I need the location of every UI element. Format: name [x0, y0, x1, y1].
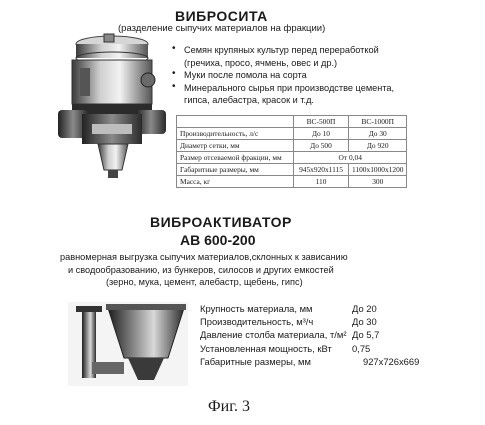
- table-row: [177, 164, 407, 176]
- bullet-item: • Минерального сырья при производстве цемента,: [172, 82, 394, 95]
- vibrosita-subtitle: (разделение сыпучих материалов на фракции): [118, 23, 326, 34]
- activator-description: [60, 251, 348, 289]
- spec-value: До 30: [352, 316, 377, 328]
- spec-value: До 20: [352, 303, 377, 314]
- description-line: (зерно, мука, цемент, алебастр, щебень, гипс): [106, 277, 303, 287]
- activator-title: ВИБРОАКТИВАТОР: [150, 214, 292, 230]
- vibrosita-bullet-list: [172, 44, 394, 107]
- table-cell: Производительность, л/с: [177, 128, 294, 140]
- description-line: и сводообразованию, из бункеров, силосов и других емкостей: [68, 264, 334, 275]
- table-cell: До 920: [349, 140, 407, 152]
- vibrosita-title: ВИБРОСИТА: [175, 8, 268, 24]
- spec-value: 927х726х669: [363, 355, 420, 367]
- table-row: [177, 128, 407, 140]
- table-row: [177, 152, 407, 164]
- bullet-item: • Муки после помола на сорта: [172, 69, 394, 82]
- table-cell: 110: [294, 176, 349, 188]
- table-header-cell: [177, 116, 294, 128]
- spec-label: Установленная мощность, кВт: [200, 342, 332, 354]
- spec-row: [200, 315, 377, 328]
- bullet-item-continuation: (гречиха, просо, ячмень, овес и др.): [184, 57, 338, 68]
- spec-value: 0,75: [352, 342, 371, 354]
- vibrosieve-machine-image: [58, 32, 170, 180]
- table-header-row: [177, 116, 407, 128]
- table-cell: 300: [349, 176, 407, 188]
- table-cell: От 0,04: [294, 152, 407, 164]
- activator-spec-list: [200, 302, 420, 368]
- table-cell: До 30: [349, 128, 407, 140]
- spec-value: До 5,7: [352, 329, 380, 341]
- table-header-cell: ВС-500П: [294, 116, 349, 128]
- spec-label: Габаритные размеры, мм: [200, 355, 311, 367]
- table-cell: 945х920х1115: [294, 164, 349, 176]
- bullet-item: • Семян крупяных культур перед переработкой: [172, 44, 394, 57]
- vibrosita-spec-table: [176, 115, 407, 188]
- table-row: [177, 176, 407, 188]
- spec-row: [200, 302, 377, 315]
- table-header-cell: ВС-1000П: [349, 116, 407, 128]
- table-cell: Размер отсеваемой фракции, мм: [177, 152, 294, 164]
- table-cell: Масса, кг: [177, 176, 294, 188]
- spec-row: [200, 328, 380, 341]
- activator-model: АВ 600-200: [180, 232, 256, 248]
- table-row: [177, 140, 407, 152]
- spec-row: [200, 355, 420, 368]
- description-line: равномерная выгрузка сыпучих материалов,склонных к зависанию: [60, 252, 348, 262]
- table-cell: До 500: [294, 140, 349, 152]
- spec-label: Крупность материала, мм: [200, 303, 313, 314]
- table-cell: Диаметр сетки, мм: [177, 140, 294, 152]
- table-cell: До 10: [294, 128, 349, 140]
- table-cell: Габаритные размеры, мм: [177, 164, 294, 176]
- table-cell: 1100х1000х1200: [349, 164, 407, 176]
- vibroactivator-machine-image: [68, 302, 188, 386]
- spec-label: Производительность, м³/ч: [200, 316, 314, 328]
- figure-caption: Фиг. 3: [208, 398, 250, 415]
- spec-row: [200, 342, 371, 355]
- spec-label: Давление столба материала, т/м²: [200, 329, 347, 341]
- bullet-item-continuation: гипса, алебастра, красок и т.д.: [184, 95, 314, 106]
